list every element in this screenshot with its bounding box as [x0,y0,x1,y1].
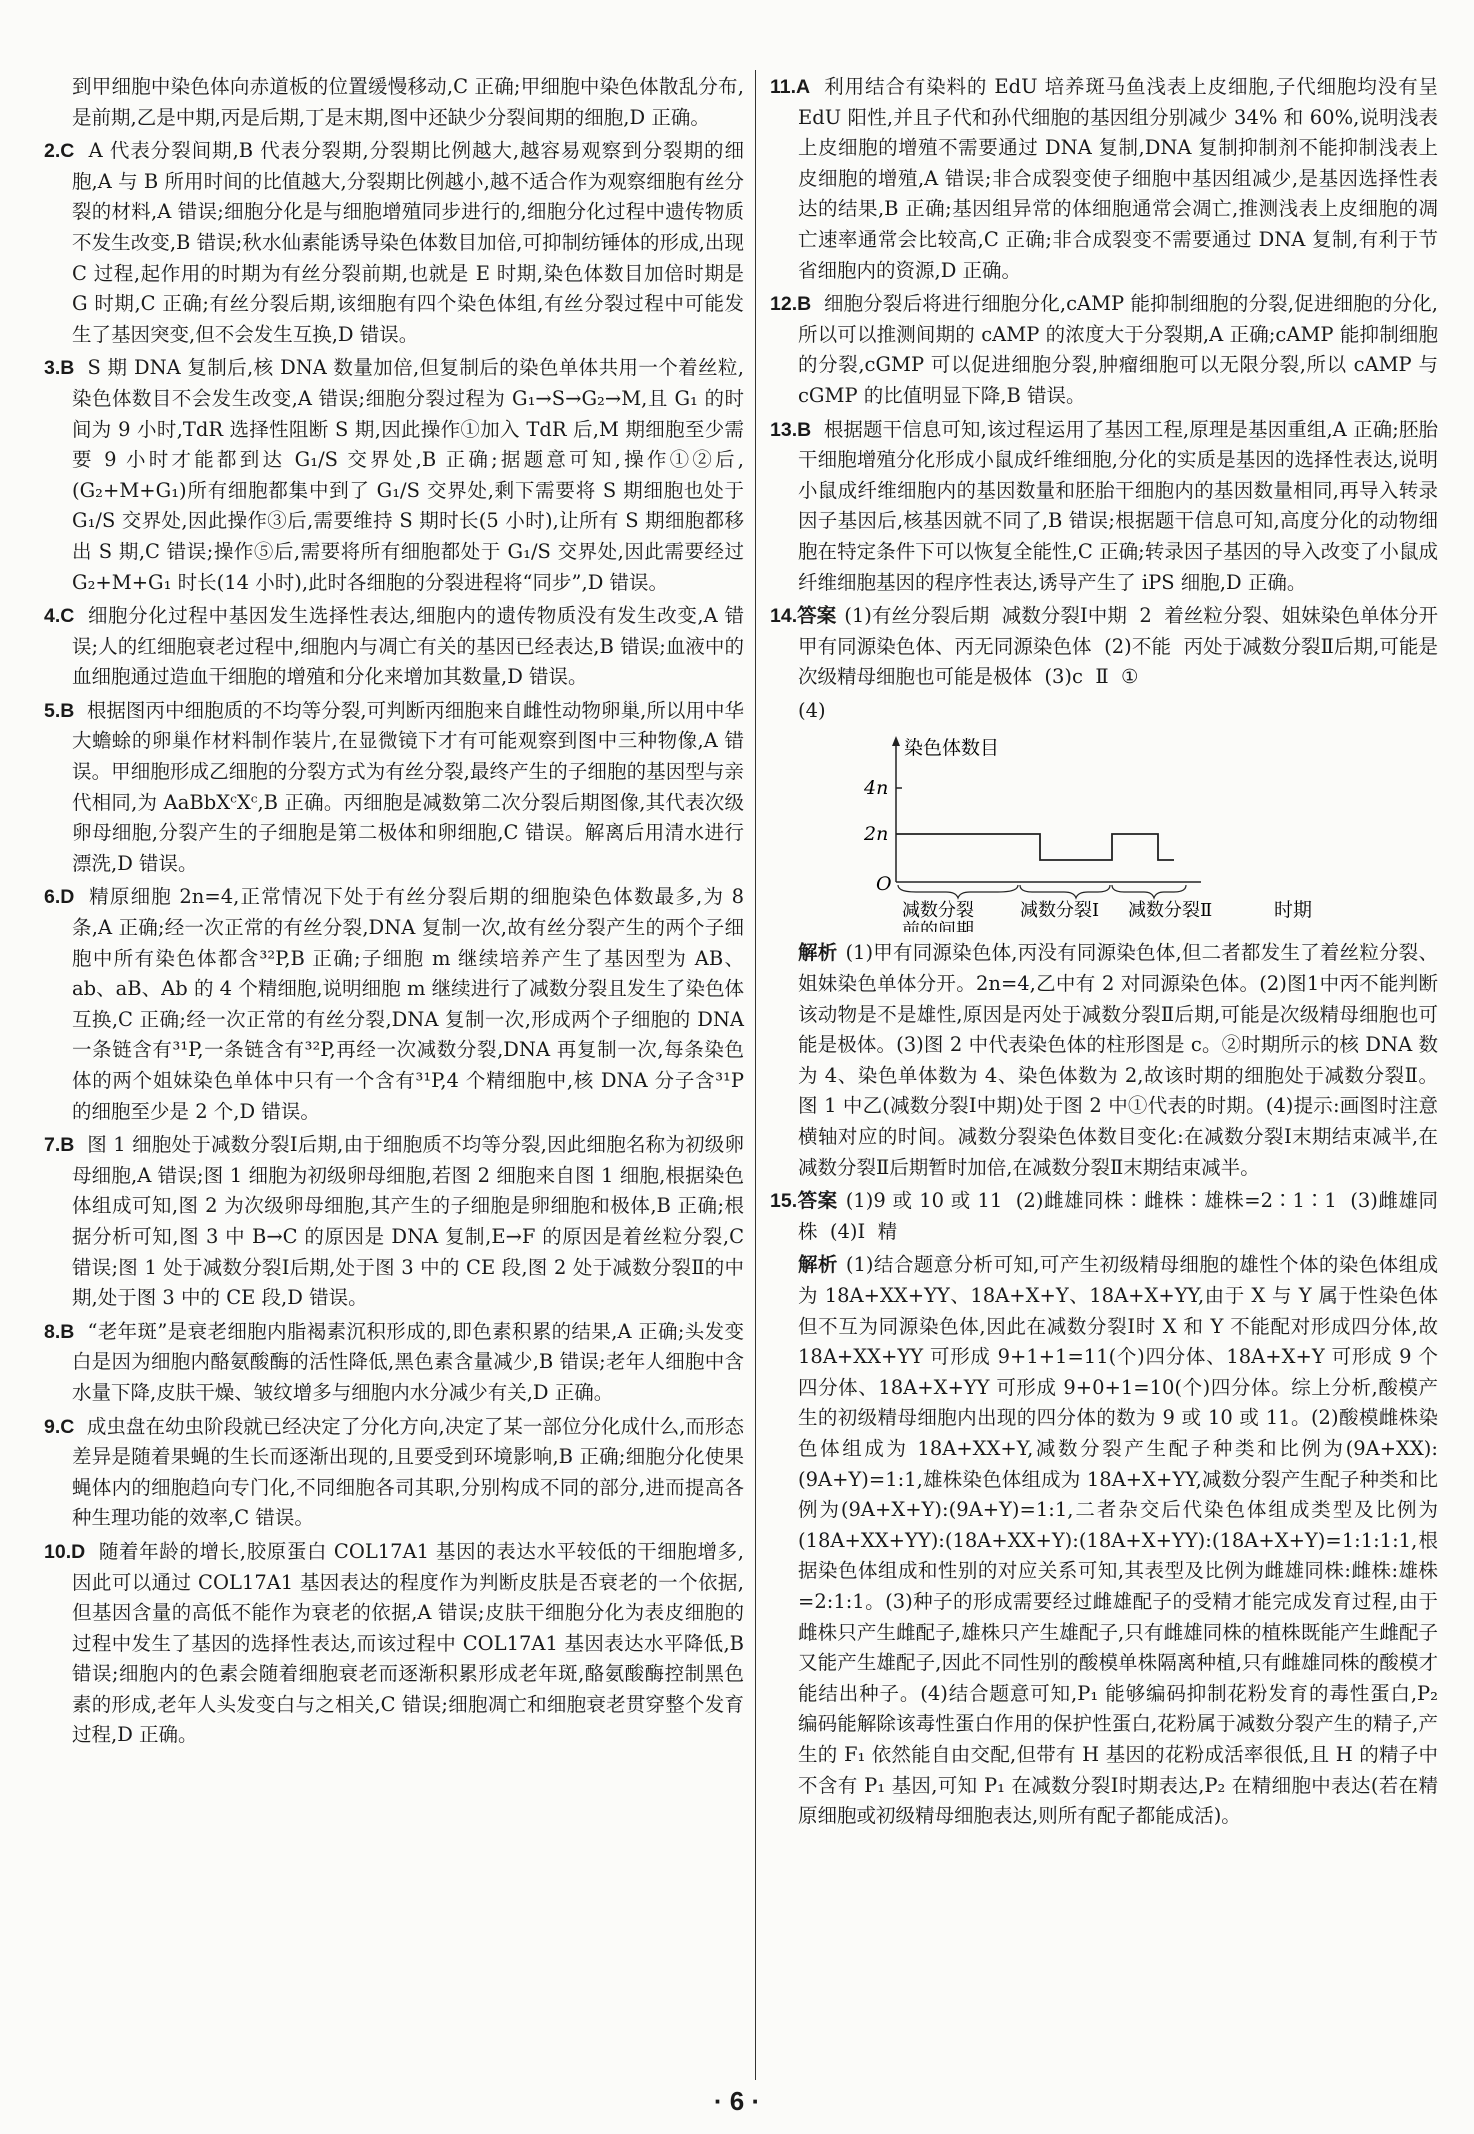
answer-5: 5.B 根据图丙中细胞质的不均等分裂,可判断丙细胞来自雌性动物卵巢,所以用中华大蟾蜍的卵巢作材料制作装片,在显微镜下才有可能观察到图中三种物像,A 错误。甲细胞形成乙细胞的分裂方式为有丝分裂,最终产生的子细胞的基因型与亲代相同,为 AaBbXᶜXᶜ,B 正确。丙细胞是减数第二次分裂后期图像,其代表次级卵母细胞,分裂产生的子细胞是第二极体和卵细胞,C 错误。解离后用清水进行漂洗,D 错误。 [44,698,744,875]
column-divider [755,70,756,2080]
x-label-meiosis-2: 减数分裂Ⅱ [1128,900,1213,922]
right-column [770,72,1451,1835]
answer-14-part4: (4) [798,698,826,722]
brace-meiosis-2 [1112,885,1186,898]
answer-14-analysis: 解析 (1)甲有同源染色体,丙没有同源染色体,但二者都发生了着丝粒分裂、姐妹染色单体分开。2n=4,乙中有 2 对同源染色体。(2)图1中丙不能判断该动物是不是雄性,原因是丙处于减数分裂Ⅱ后期,可能是次级精母细胞也可能是极体。(3)图 2 中代表染色体的柱形图是 c。②时期所示的核 DNA 数为 4、染色单体数为 4、染色体数为 2,故该时期的细胞处于减数分裂Ⅱ。图 1 中乙(减数分裂Ⅰ中期)处于图 2 中①代表的时期。(4)提示:画图时注意横轴对应的时间。减数分裂染色体数目变化:在减数分裂Ⅰ末期结束减半,在减数分裂Ⅱ后期暂时加倍,在减数分裂Ⅱ末期结束减半。 [798,941,1438,1179]
answer-2: 2.C A 代表分裂间期,B 代表分裂期,分裂期比例越大,越容易观察到分裂期的细胞,A 与 B 所用时间的比值越大,分裂期比例越小,越不适合作为观察细胞有丝分裂的材料,A 错误;细胞分化是与细胞增殖同步进行的,细胞分化过程中遗传物质不发生改变,B 错误;秋水仙素能诱导染色体数目加倍,可抑制纺锤体的形成,出现 C 过程,起作用的时期为有丝分裂前期,也就是 E 时期,染色体数目加倍时期是 G 时期,C 正确;有丝分裂后期,该细胞有四个染色体组,有丝分裂过程中可能发生了基因突变,但不会发生互换,D 错误。 [44,139,751,346]
answer-9: 9.C 成虫盘在幼虫阶段就已经决定了分化方向,决定了某一部位分化成什么,而形态差异是随着果蝇的生长而逐渐出现的,且要受到环境影响,B 正确;细胞分化使果蝇体内的细胞趋向专门化,不同细胞各司其职,分别构成不同的部分,进而提高各种生理功能的效率,C 错误。 [44,1414,744,1530]
chromosome-count-graph [806,732,1386,932]
answer-12: 12.B 细胞分裂后将进行细胞分化,cAMP 能抑制细胞的分裂,促进细胞的分化,所以可以推测间期的 cAMP 的浓度大于分裂期,A 正确;cAMP 能抑制细胞的分裂,cGMP 可以促进细胞分裂,肿瘤细胞可以无限分裂,所以 cAMP 与 cGMP 的比值明显下降,B 错误。 [770,292,1445,407]
y-origin: O [876,873,892,896]
answer-15: 15.答案 (1)9 或 10 或 11 (2)雌雄同株∶雌株∶雄株=2∶1∶1 (3)雌雄同株 (4)Ⅰ 精 [770,1189,1438,1243]
left-column [44,72,751,1754]
brace-interphase [898,885,1018,898]
y-tick-4n: 4n [864,777,889,800]
answer-3: 3.B S 期 DNA 复制后,核 DNA 数量加倍,但复制后的染色单体共用一个着丝粒,染色体数目不会发生改变,A 错误;细胞分裂过程为 G₁→S→G₂→M,且 G₁ 的时间为 9 小时,TdR 选择性阻断 S 期,因此操作①加入 TdR 后,M 期细胞至少需要 9 小时才能都到达 G₁/S 交界处,B 正确;据题意可知,操作①②后,(G₂+M+G₁)所有细胞都集中到了 G₁/S 交界处,剩下需要将 S 期细胞也处于 G₁/S 交界处,因此操作③后,需要维持 S 期时长(5 小时),让所有 S 期细胞都移出 S 期,C 错误;操作⑤后,需要将所有细胞都处于 G₁/S 交界处,因此需要经过 G₂+M+G₁ 时长(14 小时),此时各细胞的分裂进程将“同步”,D 错误。 [44,356,751,594]
page-number: · 6 · [713,2086,761,2116]
answer-1-continued: 到甲细胞中染色体向赤道板的位置缓慢移动,C 正确;甲细胞中染色体散乱分布,是前期,乙是中期,丙是后期,丁是末期,图中还缺少分裂间期的细胞,D 正确。 [72,75,744,129]
answer-14: 14.答案 (1)有丝分裂后期 减数分裂Ⅰ中期 2 着丝粒分裂、姐妹染色单体分开 甲有同源染色体、丙无同源染色体 (2)不能 丙处于减数分裂Ⅱ后期,可能是次级精母细胞也可能是极体 (3)c Ⅱ ① [770,604,1451,689]
y-axis-arrow [892,736,900,746]
answer-11: 11.A 利用结合有染料的 EdU 培养斑马鱼浅表上皮细胞,子代细胞均没有呈 EdU 阳性,并且子代和孙代细胞的基因组分别减少 34% 和 60%,说明浅表上皮细胞的增殖不需要通过 DNA 复制,DNA 复制抑制剂不能抑制浅表上皮细胞的增殖,A 错误;非合成裂变使子细胞中基因组减少,是基因选择性表达的结果,B 正确;基因组异常的体细胞通常会凋亡,推测浅表上皮细胞的凋亡速率通常会比较高,C 正确;非合成裂变不需要通过 DNA 复制,有利于节省细胞内的资源,D 正确。 [770,75,1445,282]
answer-4: 4.C 细胞分化过程中基因发生选择性表达,细胞内的遗传物质没有发生改变,A 错误;人的红细胞衰老过程中,细胞内与凋亡有关的基因已经表达,B 错误;血液中的血细胞通过造血干细胞的增殖和分化来增加其数量,D 错误。 [44,604,744,689]
chromosome-count-line [896,834,1174,860]
x-label-meiosis-1: 减数分裂Ⅰ [1020,900,1100,922]
answer-6: 6.D 精原细胞 2n=4,正常情况下处于有丝分裂后期的细胞染色体数最多,为 8 条,A 正确;经一次正常的有丝分裂,DNA 复制一次,故有丝分裂产生的两个子细胞中所有染色体都含³²P,B 正确;子细胞 m 继续培养产生了基因型为 AB、ab、aB、Ab 的 4 个精细胞,说明细胞 m 继续进行了减数分裂且发生了染色体互换,C 正确;经一次正常的有丝分裂,DNA 复制一次,形成两个子细胞的 DNA 一条链含有³¹P,一条链含有³²P,再经一次减数分裂,DNA 再复制一次,每条染色体的两个姐妹染色单体中只有一个含有³¹P,4 个精细胞中,核 DNA 分子含³¹P 的细胞至少是 2 个,D 错误。 [44,885,751,1123]
x-label-interphase-2: 前的间期 [902,920,974,933]
x-label-interphase-source: 减数分裂前的间期 [806,732,814,734]
answer-15-analysis: 解析 (1)结合题意分析可知,可产生初级精母细胞的雄性个体的染色体组成为 18A+XX+YY、18A+X+Y、18A+X+YY,由于 X 与 Y 属于性染色体但不互为同源染色体,因此在减数分裂Ⅰ时 X 和 Y 不能配对形成四分体,故 18A+XX+YY 可形成 9+1+1=11(个)四分体、18A+X+Y 可形成 9 个四分体、18A+X+YY 可形成 9+0+1=10(个)四分体。综上分析,酸模产生的初级精母细胞内出现的四分体的数为 9 或 10 或 11。(2)酸模雌株染色体组成为 18A+XX+Y,减数分裂产生配子种类和比例为(9A+XX):(9A+Y)=1:1,雄株染色体组成为 18A+X+YY,减数分裂产生配子种类和比例为(9A+X+Y):(9A+Y)=1:1,二者杂交后代染色体组成类型及比例为(18A+XX+YY):(18A+XX+Y):(18A+X+YY):(18A+X+Y)=1:1:1:1,根据染色体组成和性别的对应关系可知,其表型及比例为雌雄同株:雌株:雄株=2:1:1。(3)种子的形成需要经过雌雄配子的受精才能完成发育过程,由于雌株只产生雌配子,雄株只产生雄配子,只有雌雄同株的植株既能产生雌配子又能产生雄配子,因此不同性别的酸模单株隔离种植,只有雌雄同株的酸模才能结出种子。(4)结合题意可知,P₁ 能够编码抑制花粉发育的毒性蛋白,P₂ 编码能解除该毒性蛋白作用的保护性蛋白,花粉属于减数分裂产生的精子,产生的 F₁ 依然能自由交配,但带有 H 基因的花粉成活率很低,且 H 的精子中不含有 P₁ 基因,可知 P₁ 在减数分裂Ⅰ时期表达,P₂ 在精细胞中表达(若在精原细胞或初级精母细胞表达,则所有配子都能成活)。 [798,1253,1445,1828]
x-axis-label: 时期 [1274,899,1313,922]
y-axis-label: 染色体数目 [904,737,1000,760]
answer-8: 8.B “老年斑”是衰老细胞内脂褐素沉积形成的,即色素积累的结果,A 正确;头发变白是因为细胞内酪氨酸酶的活性降低,黑色素含量减少,B 错误;老年人细胞中含水量下降,皮肤干燥、皱纹增多与细胞内水分减少有关,D 正确。 [44,1319,744,1404]
y-tick-2n: 2n [864,823,889,846]
answer-10: 10.D 随着年龄的增长,胶原蛋白 COL17A1 基因的表达水平较低的干细胞增多,因此可以通过 COL17A1 基因表达的程度作为判断皮肤是否衰老的一个依据,但基因含量的高低不能作为衰老的依据,A 错误;皮肤干细胞分化为表皮细胞的过程中发生了基因的选择性表达,而该过程中 COL17A1 基因表达水平降低,B 错误;细胞内的色素会随着细胞衰老而逐渐积累形成老年斑,酪氨酸酶控制黑色素的形成,老年人头发变白与之相关,C 错误;细胞凋亡和细胞衰老贯穿整个发育过程,D 正确。 [44,1539,751,1747]
brace-meiosis-1 [1020,885,1110,898]
graph-svg [806,732,1386,932]
answer-7: 7.B 图 1 细胞处于减数分裂Ⅰ后期,由于细胞质不均等分裂,因此细胞名称为初级卵母细胞,A 错误;图 1 细胞为初级卵母细胞,若图 2 细胞来自图 1 细胞,根据染色体组成可知,图 2 为次级卵母细胞,其产生的子细胞是卵细胞和极体,B 正确;根据分析可知,图 3 中 B→C 的原因是 DNA 复制,E→F 的原因是着丝粒分裂,C 错误;图 1 处于减数分裂Ⅰ后期,处于图 3 中的 CE 段,图 2 处于减数分裂Ⅱ的中期,处于图 3 中的 CE 段,D 错误。 [44,1133,751,1310]
x-label-interphase-1: 减数分裂 [902,900,974,922]
answer-13: 13.B 根据题干信息可知,该过程运用了基因工程,原理是基因重组,A 正确;胚胎干细胞增殖分化形成小鼠成纤维细胞,分化的实质是基因的选择性表达,说明小鼠成纤维细胞内的基因数量和胚胎干细胞内的基因数量相同,再导入转录因子基因后,核基因就不同了,B 错误;根据题干信息可知,高度分化的动物细胞在特定条件下可以恢复全能性,C 正确;转录因子基因的导入改变了小鼠成纤维细胞基因的程序性表达,诱导产生了 iPS 细胞,D 正确。 [770,417,1438,594]
